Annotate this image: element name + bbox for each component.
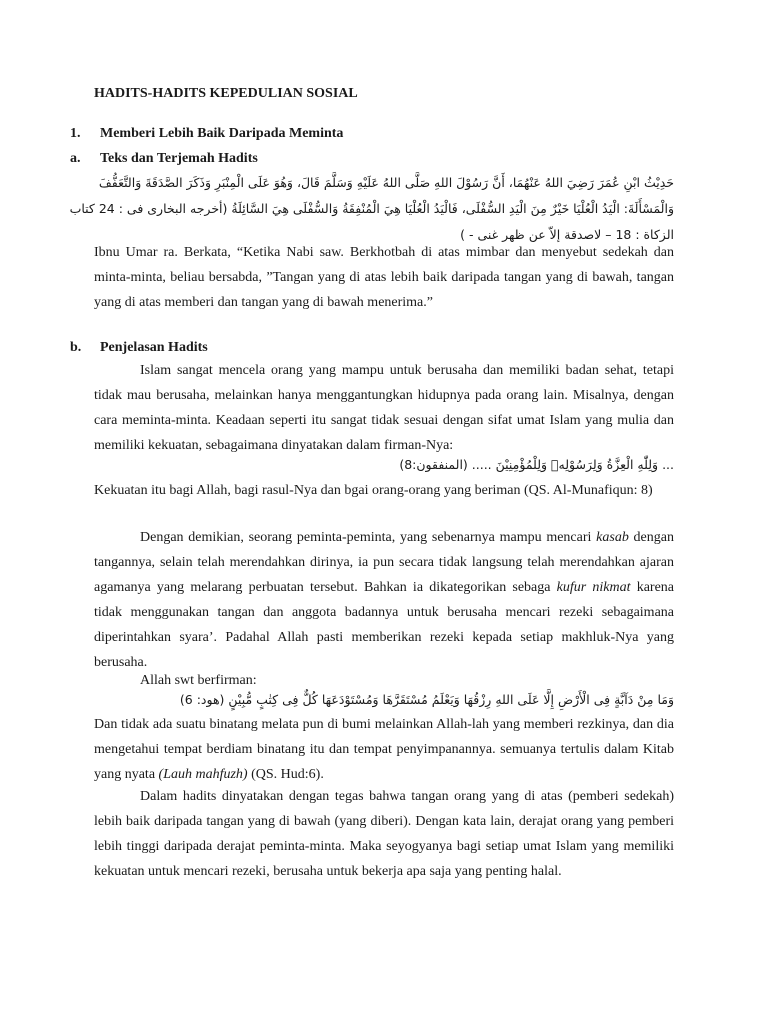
paragraph-text: Islam sangat mencela orang yang mampu untuk berusaha dan memiliki badan sehat, tetapi tidak mau berusaha, melainkan hanya menggantungkan hidupnya pada orang lain. Misalnya, dengan cara meminta-minta. Keadaan seperti itu sangat tidak sesuai dengan sifat umat Islam yang mulia dan memiliki kekuatan, sebagaimana dinyatakan dalam firman-Nya: xyxy=(94,363,674,453)
subheading-b xyxy=(70,340,208,356)
section-heading-1 xyxy=(70,126,343,142)
paragraph-text xyxy=(94,525,674,675)
text-run: Dengan demikian, seorang peminta-peminta, yang sebenarnya mampu mencari xyxy=(140,530,597,545)
translation-text: Ibnu Umar ra. Berkata, “Ketika Nabi saw. Berkhotbah di atas mimbar dan menyebut sedekah dan minta-minta, beliau bersabda, ”Tangan yang di atas lebih baik daripada tangan yang di bawah, tangan yang di atas memberi dan tangan yang di bawah menerima.” xyxy=(94,245,674,310)
text-run: Dan tidak ada suatu binatang melata pun di bumi melainkan Allah-lah yang memberi rezkinya, dan dia mengetahui tempat berdiam binatang itu dan tempat penyimpanannya. semuanya tertulis dalam Kitab yang nyata xyxy=(94,717,674,782)
subheading-letter: b. xyxy=(70,340,82,355)
italic-term: kasab xyxy=(596,530,629,545)
document-title: HADITS-HADITS KEPEDULIAN SOSIAL xyxy=(94,86,358,101)
arabic-quran-hud xyxy=(94,687,674,713)
paragraph-text: Dalam hadits dinyatakan dengan tegas bahwa tangan orang yang di atas (pemberi sedekah) lebih baik daripada tangan yang di bawah (yang diberi). Dengan kata lain, derajat orang yang pemberi lebih tinggi daripada derajat peminta-minta. Maka seyogyanya bagi setiap umat Islam yang memiliki kekuatan untuk mencari rezeki, berusaha untuk bekerja apa saja yang penting halal. xyxy=(94,789,674,879)
subheading-a xyxy=(70,151,258,167)
text-run: (QS. Hud:6). xyxy=(247,767,324,782)
hud-translation xyxy=(94,712,674,787)
section-label: Memberi Lebih Baik Daripada Meminta xyxy=(100,126,344,141)
arabic-line: وَالْمَسْأَلَةَ: الْيَدُ الْعُلْيَا خَيْرٌ مِنَ الْيَدِ السُّفْلَى، فَالْيَدُ الْعُلْيَا هِيَ الْمُنْفِقَةُ وَالسُّفْلَى هِيَ السَّائِلَةُ (أخرجه البخارى فى : 24 كتاب xyxy=(69,201,674,216)
text-run: karena tidak menggunakan tangan dan anggota badannya untuk berusaha mencari rezeki sebagaimana diperintahkan syara’. Padahal Allah pasti memberikan rezeki kepada setiap makhluk-Nya yang berusaha. xyxy=(94,580,675,670)
subheading-label: Teks dan Terjemah Hadits xyxy=(100,151,258,166)
arabic-line: وَمَا مِنْ دَآبَّةٍ فِى الْأَرْضِ إِلَّا عَلَى اللهِ رِزْقُهَا وَيَعْلَمُ مُسْتَقَرَّهَا وَمُسْتَوْدَعَهَا كُلٌّ فِى كِتٰبٍ مُّبِيْنٍ (هود: 6) xyxy=(179,692,674,707)
subheading-label: Penjelasan Hadits xyxy=(100,340,208,355)
arabic-quran-munafiqun xyxy=(94,452,674,478)
munafiqun-translation xyxy=(94,478,674,503)
arabic-line: ... وَلِلّٰهِ الْعِزَّةُ وَلِرَسُوْلِهٖ وَلِلْمُؤْمِنِيْنَ ..... (المنفقون:8) xyxy=(399,457,674,472)
italic-term: (Lauh mahfuzh) xyxy=(158,767,248,782)
hadith-translation xyxy=(94,240,674,315)
section-number: 1. xyxy=(70,126,81,141)
paragraph-text: Allah swt berfirman: xyxy=(140,673,257,688)
translation-text xyxy=(94,712,674,787)
translation-text: Kekuatan itu bagi Allah, bagi rasul-Nya dan bgai orang-orang yang beriman (QS. Al-Munafiqun: 8) xyxy=(94,483,653,498)
subheading-letter: a. xyxy=(70,151,81,166)
arabic-line: الزكاة : 18 – لاصدقة إلاّ عن ظهر غنى - ) xyxy=(460,227,674,242)
explanation-paragraph-1 xyxy=(94,358,674,458)
explanation-paragraph-3 xyxy=(94,784,674,884)
explanation-paragraph-2 xyxy=(94,525,674,675)
italic-term: kufur nikmat xyxy=(556,580,631,595)
arabic-hadith-text xyxy=(69,170,674,248)
arabic-line: حَدِيْثُ ابْنِ عُمَرَ رَضِيَ اللهُ عَنْهُمَا، أَنَّ رَسُوْلَ اللهِ صَلَّى اللهُ عَلَيْهِ وَسَلَّمَ قَالَ، وَهُوَ عَلَى الْمِنْبَرِ وَذَكَرَ الصَّدَقَةَ وَالتَّعَفُّفَ xyxy=(98,175,674,190)
text-run: dengan tangannya, selain telah merendahkan dirinya, ia pun secara tidak langsung telah merendahkan ajaran agamanya yang melarang perbuatan tersebut. Bahkan ia dikategorikan sebaga xyxy=(94,530,674,595)
